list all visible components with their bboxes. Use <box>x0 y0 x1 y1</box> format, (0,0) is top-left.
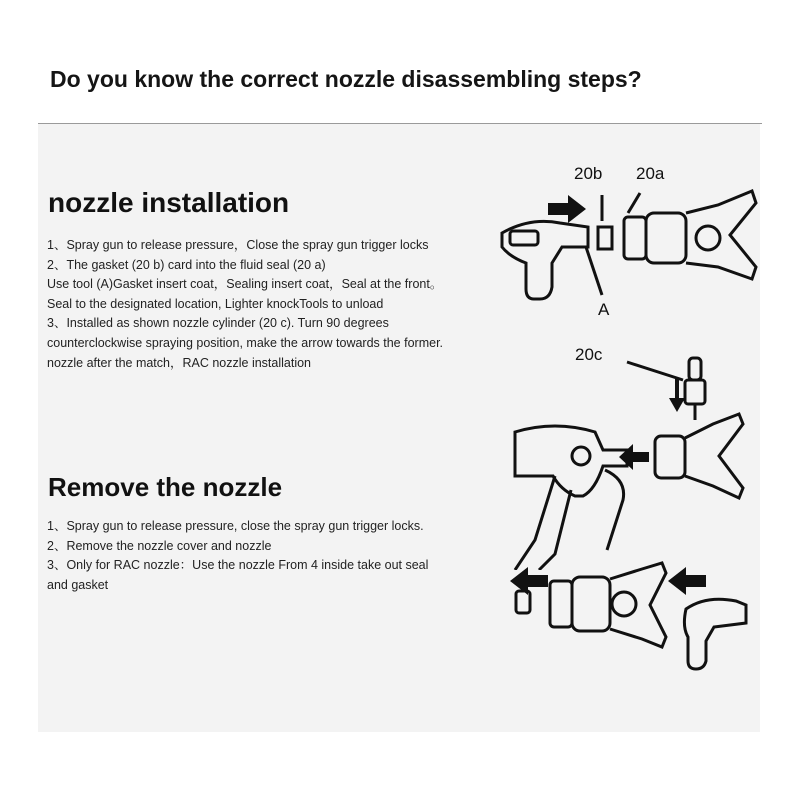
cylinder-diagram <box>495 340 765 570</box>
page-title: Do you know the correct nozzle disassembling steps? <box>50 66 642 92</box>
tip-holder-shape <box>684 599 746 669</box>
installation-step-line: Use tool (A)Gasket insert coat，Sealing insert coat，Seal at the front。 <box>47 277 443 292</box>
seal-label: 20a <box>636 164 665 183</box>
removal-step-line: 1、Spray gun to release pressure, close the spray gun trigger locks. <box>47 519 424 533</box>
cylinder-top-shape <box>689 358 701 380</box>
gasket-label: 20b <box>574 164 603 183</box>
guard-wings-shape <box>685 414 743 498</box>
removal-heading: Remove the nozzle <box>48 472 283 502</box>
installation-step-line: Seal to the designated location, Lighter knockTools to unload <box>47 296 384 311</box>
removal-step-line: and gasket <box>47 577 109 592</box>
cylinder-label: 20c <box>575 345 603 364</box>
tip-holder-shape <box>502 221 588 299</box>
gun-body-shape <box>515 426 627 496</box>
gasket-shape <box>598 227 612 249</box>
gun-pivot-shape <box>572 447 590 465</box>
installation-steps <box>47 236 487 373</box>
removal-steps <box>47 517 477 595</box>
guard-body-shape <box>572 577 610 631</box>
tip-slot-shape <box>510 231 538 245</box>
installation-step-line: 3、Installed as shown nozzle cylinder (20 c). Turn 90 degrees <box>47 316 389 331</box>
cylinder-body-shape <box>685 380 705 404</box>
installation-step-line: 2、The gasket (20 b) card into the fluid seal (20 a) <box>47 257 326 272</box>
arrow-down-icon <box>669 378 685 412</box>
removal-step-line: 3、Only for RAC nozzle：Use the nozzle From 4 inside take out seal <box>47 558 429 573</box>
gun-trigger-shape <box>605 470 624 550</box>
seal-shape <box>550 581 572 627</box>
removal-step-line: 2、Remove the nozzle cover and nozzle <box>47 538 272 553</box>
tool-label: A <box>598 300 610 319</box>
guard-body-shape <box>655 436 685 478</box>
arrow-right-icon <box>548 195 586 223</box>
installation-diagram <box>490 155 770 325</box>
installation-step-line: 1、Spray gun to release pressure，Close the spray gun trigger locks <box>47 238 429 252</box>
installation-step-line: counterclockwise spraying position, make the arrow towards the former. <box>47 335 444 350</box>
title-divider <box>38 123 762 124</box>
seal-shape <box>624 217 646 259</box>
removal-diagram <box>500 555 765 680</box>
arrow-left-icon <box>668 567 706 595</box>
guard-ring-shape <box>696 226 720 250</box>
guard-wings-shape <box>610 563 666 647</box>
installation-heading: nozzle installation <box>48 187 290 218</box>
guard-ring-shape <box>612 592 636 616</box>
guard-body-shape <box>646 213 686 263</box>
installation-step-line: nozzle after the match，RAC nozzle installation <box>47 355 312 370</box>
